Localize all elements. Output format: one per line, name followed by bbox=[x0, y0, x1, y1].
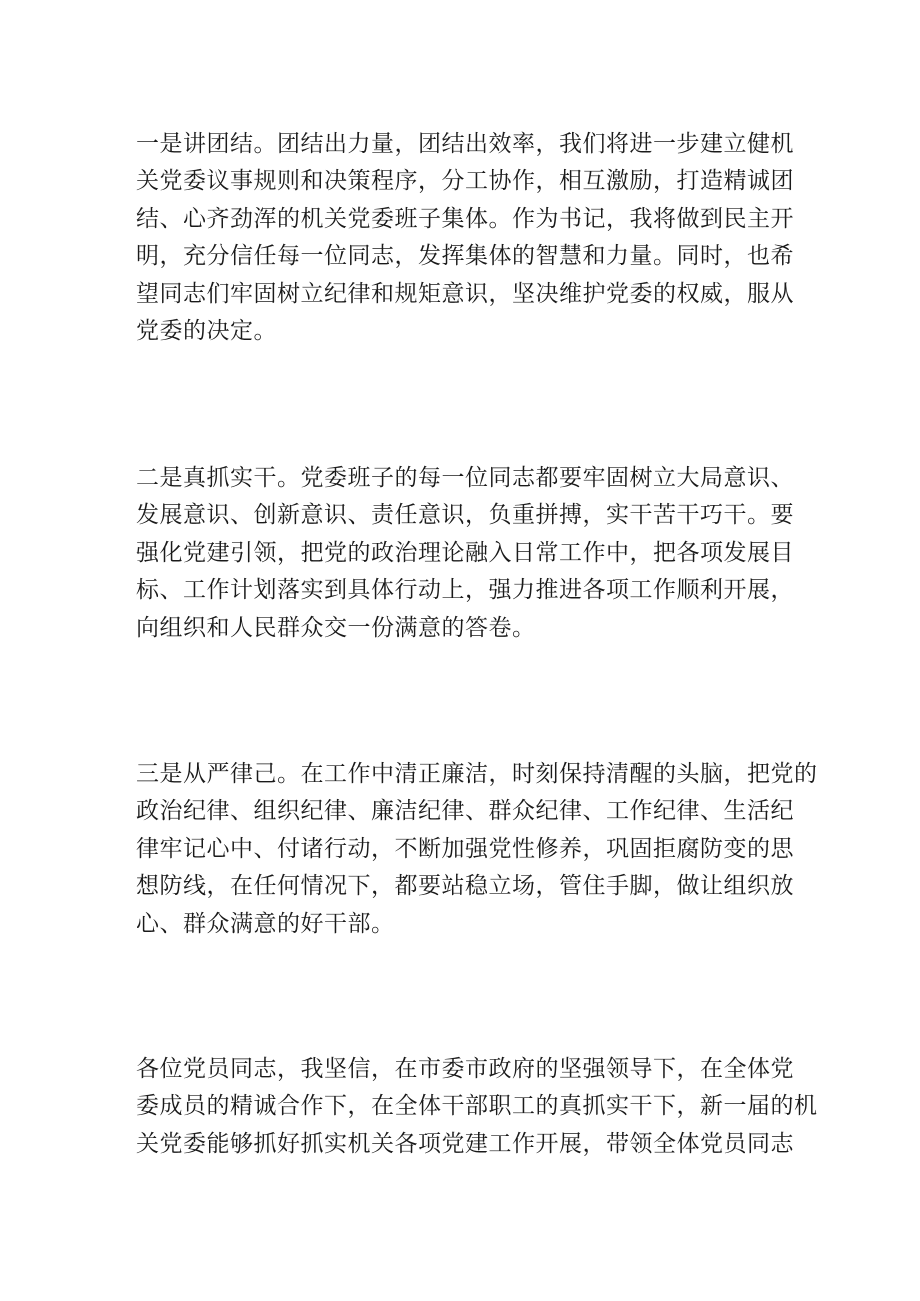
text-line: 政治纪律、组织纪律、廉洁纪律、群众纪律、工作纪律、生活纪 bbox=[136, 798, 794, 825]
text-line: 三是从严律己。在工作中清正廉洁，时刻保持清醒的头脑，把党的 bbox=[136, 761, 818, 787]
text-line: 二是真抓实干。党委班子的每一位同志都要牢固树立大局意识、 bbox=[136, 465, 794, 491]
text-line: 关党委议事规则和决策程序，分工协作，相互激励，打造精诚团 bbox=[136, 168, 794, 195]
paragraph-self-discipline bbox=[136, 756, 818, 943]
text-line: 标、工作计划落实到具体行动上，强力推进各项工作顺利开展， bbox=[136, 577, 794, 604]
text-line: 律牢记心中、付诸行动，不断加强党性修养，巩固拒腐防变的思 bbox=[136, 835, 794, 862]
text-line: 关党委能够抓好抓实机关各项党建工作开展，带领全体党员同志 bbox=[136, 1130, 794, 1157]
text-line: 党委的决定。 bbox=[136, 318, 277, 345]
paragraph-hard-work bbox=[136, 460, 794, 647]
text-line: 强化党建引领，把党的政治理论融入日常工作中，把各项发展目 bbox=[136, 539, 794, 566]
text-line: 发展意识、创新意识、责任意识，负重拼搏，实干苦干巧干。要 bbox=[136, 502, 794, 529]
text-line: 明，充分信任每一位同志，发挥集体的智慧和力量。同时，也希 bbox=[136, 243, 794, 270]
text-line: 望同志们牢固树立纪律和规矩意识，坚决维护党委的权威，服从 bbox=[136, 280, 794, 307]
text-line: 向组织和人民群众交一份满意的答卷。 bbox=[136, 614, 536, 641]
text-line: 结、心齐劲浑的机关党委班子集体。作为书记，我将做到民主开 bbox=[136, 205, 794, 232]
paragraph-unity bbox=[136, 126, 794, 350]
text-line: 委成员的精诚合作下，在全体干部职工的真抓实干下，新一届的机 bbox=[136, 1093, 818, 1120]
text-line: 心、群众满意的好干部。 bbox=[136, 910, 395, 937]
text-line: 想防线，在任何情况下，都要站稳立场，管住手脚，做让组织放 bbox=[136, 873, 794, 900]
paragraph-closing bbox=[136, 1051, 818, 1163]
text-line: 一是讲团结。团结出力量，团结出效率，我们将进一步建立健机 bbox=[136, 131, 794, 157]
text-line: 各位党员同志，我坚信，在市委市政府的坚强领导下，在全体党 bbox=[136, 1056, 794, 1082]
